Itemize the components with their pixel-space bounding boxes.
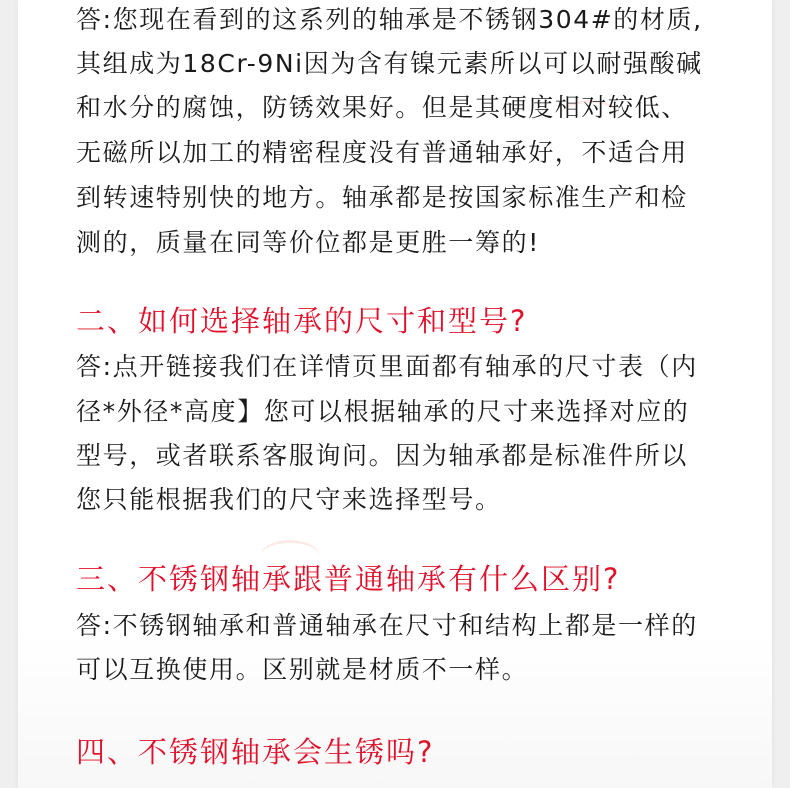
section-heading: 四、不锈钢轴承会生锈吗? [76, 735, 435, 769]
answer-line: 径*外径*高度】您可以根据轴承的尺寸来选择对应的 [76, 397, 690, 426]
answer-line: 答:您现在看到的这系列的轴承是不锈钢304#的材质, [76, 5, 703, 34]
answer-line: 型号，或者联系客服询问。因为轴承都是标准件所以 [76, 441, 688, 470]
section-heading: 三、不锈钢轴承跟普通轴承有什么区别? [76, 562, 621, 596]
answer-line: 和水分的腐蚀，防锈效果好。但是其硬度相对较低、 [76, 93, 688, 122]
answer-line: 答:点开链接我们在详情页里面都有轴承的尺寸表（内 [76, 352, 698, 381]
answer-line: 您只能根据我们的尺守来选择型号。 [76, 485, 502, 514]
answer-line: 测的，质量在同等价位都是更胜一筹的! [76, 228, 540, 257]
answer-line: 答:不锈钢轴承和普通轴承在尺寸和结构上都是一样的 [76, 611, 698, 640]
answer-line: 无磁所以加工的精密程度没有普通轴承好，不适合用 [76, 138, 688, 167]
answer-line: 其组成为18Cr-9Ni因为含有镍元素所以可以耐强酸碱 [76, 49, 703, 78]
section-heading: 二、如何选择轴承的尺寸和型号? [76, 304, 528, 338]
answer-line: 可以互换使用。区别就是材质不一样。 [76, 655, 529, 684]
answer-line: 到转速特别快的地方。轴承都是按国家标准生产和检 [76, 183, 688, 212]
